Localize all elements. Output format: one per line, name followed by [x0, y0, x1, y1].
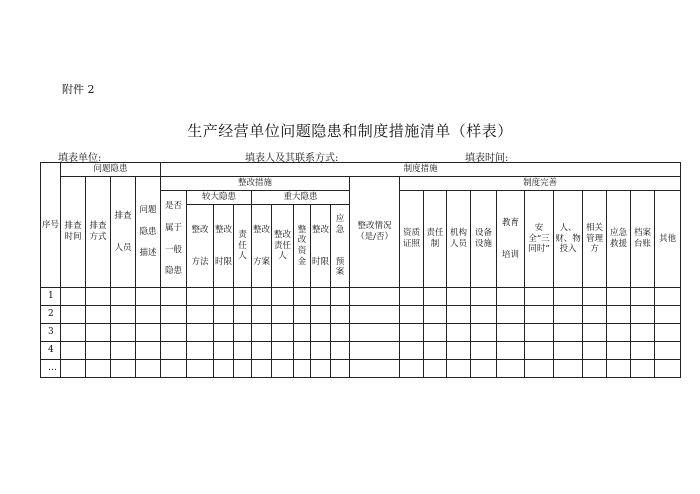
table-cell[interactable] — [525, 360, 554, 378]
table-cell[interactable] — [424, 288, 447, 306]
col-rectify-plan: 整改 方案 — [252, 205, 272, 288]
table-row — [41, 324, 681, 342]
table-cell[interactable] — [294, 306, 311, 324]
table-cell[interactable] — [311, 306, 331, 324]
table-cell[interactable] — [655, 342, 681, 360]
fill-time-label: 填表时间: — [465, 153, 509, 164]
col-third-party: 相关管理方 — [583, 191, 607, 288]
table-cell[interactable] — [424, 306, 447, 324]
table-cell[interactable] — [350, 306, 400, 324]
table-cell[interactable] — [61, 360, 86, 378]
table-cell[interactable] — [554, 306, 583, 324]
table-cell[interactable] — [111, 342, 136, 360]
fill-person-label: 填表人及其联系方式: — [245, 153, 339, 164]
table-cell[interactable] — [61, 342, 86, 360]
table-cell[interactable] — [554, 288, 583, 306]
col-emergency-rescue: 应急救援 — [607, 191, 631, 288]
checklist-table — [40, 162, 681, 378]
table-cell[interactable] — [631, 288, 655, 306]
table-cell[interactable] — [631, 324, 655, 342]
table-cell[interactable] — [497, 288, 525, 306]
table-cell[interactable] — [554, 324, 583, 342]
table-cell[interactable] — [86, 324, 111, 342]
table-cell[interactable] — [350, 360, 400, 378]
table-cell[interactable] — [607, 288, 631, 306]
row-number: 2 — [41, 306, 61, 324]
table-cell[interactable] — [187, 288, 214, 306]
table-cell[interactable] — [583, 324, 607, 342]
table-cell[interactable] — [252, 360, 272, 378]
table-cell[interactable] — [655, 360, 681, 378]
col-equipment: 设备设施 — [471, 191, 497, 288]
col-check-time: 排查时间 — [61, 177, 86, 288]
table-cell[interactable] — [86, 342, 111, 360]
table-cell[interactable] — [252, 288, 272, 306]
row-number: 3 — [41, 324, 61, 342]
table-cell[interactable] — [424, 342, 447, 360]
serious-hazard-header: 重大隐患 — [252, 191, 350, 205]
col-investment: 人、财、物投入 — [554, 191, 583, 288]
table-cell[interactable] — [607, 342, 631, 360]
table-cell[interactable] — [447, 342, 471, 360]
major-hazard-header: 较大隐患 — [187, 191, 252, 205]
table-cell[interactable] — [234, 288, 252, 306]
table-cell[interactable] — [86, 306, 111, 324]
rectify-group-header: 整改措施 — [161, 177, 350, 191]
col-seq: 序号 — [41, 163, 61, 288]
table-cell[interactable] — [525, 288, 554, 306]
table-cell[interactable] — [607, 360, 631, 378]
col-rectify-status: 整改情况 （是/否） — [350, 177, 400, 288]
col-other: 其他 — [655, 191, 681, 288]
col-emergency-plan: 应急 预案 — [331, 205, 350, 288]
col-archive: 档案台账 — [631, 191, 655, 288]
table-cell[interactable] — [331, 288, 350, 306]
col-owner: 责任人 — [234, 205, 252, 288]
table-cell[interactable] — [607, 324, 631, 342]
table-cell[interactable] — [497, 342, 525, 360]
table-cell[interactable] — [655, 306, 681, 324]
table-cell[interactable] — [187, 306, 214, 324]
col-check-method: 排查方式 — [86, 177, 111, 288]
table-cell[interactable] — [111, 360, 136, 378]
table-cell[interactable] — [214, 342, 234, 360]
table-cell[interactable] — [655, 324, 681, 342]
table-cell[interactable] — [497, 306, 525, 324]
table-cell[interactable] — [234, 306, 252, 324]
table-cell[interactable] — [447, 306, 471, 324]
table-cell[interactable] — [136, 324, 161, 342]
table-cell[interactable] — [655, 288, 681, 306]
table-cell[interactable] — [214, 324, 234, 342]
table-cell[interactable] — [447, 288, 471, 306]
table-cell[interactable] — [136, 306, 161, 324]
table-cell[interactable] — [447, 360, 471, 378]
table-cell[interactable] — [400, 342, 424, 360]
table-cell[interactable] — [187, 324, 214, 342]
table-cell[interactable] — [350, 288, 400, 306]
col-is-general: 是否 属于 一般 隐患 — [161, 191, 187, 288]
table-cell[interactable] — [136, 360, 161, 378]
table-cell[interactable] — [331, 324, 350, 342]
table-cell[interactable] — [424, 324, 447, 342]
table-cell[interactable] — [631, 306, 655, 324]
table-cell[interactable] — [607, 306, 631, 324]
table-cell[interactable] — [471, 360, 497, 378]
table-cell[interactable] — [311, 324, 331, 342]
table-cell[interactable] — [214, 306, 234, 324]
col-safety-three: 安全“三同时” — [525, 191, 554, 288]
document-title: 生产经营单位问题隐患和制度措施清单（样表） — [187, 122, 513, 140]
table-row — [41, 288, 681, 306]
table-cell[interactable] — [471, 306, 497, 324]
table-cell[interactable] — [252, 306, 272, 324]
col-responsibility: 责任制 — [424, 191, 447, 288]
fill-unit-label: 填表单位: — [58, 153, 102, 164]
table-row — [41, 342, 681, 360]
table-cell[interactable] — [331, 342, 350, 360]
problem-group-header: 问题隐患 — [61, 163, 161, 177]
table-cell[interactable] — [471, 342, 497, 360]
table-cell[interactable] — [631, 360, 655, 378]
table-cell[interactable] — [61, 324, 86, 342]
table-cell[interactable] — [497, 324, 525, 342]
table-cell[interactable] — [252, 324, 272, 342]
table-cell[interactable] — [136, 288, 161, 306]
table-cell[interactable] — [86, 288, 111, 306]
measures-group-header: 制度措施 — [161, 163, 681, 177]
table-cell[interactable] — [272, 342, 294, 360]
col-rectify-fund: 整改资金 — [294, 205, 311, 288]
col-staff: 机构人员 — [447, 191, 471, 288]
row-number: 4 — [41, 342, 61, 360]
table-cell[interactable] — [583, 342, 607, 360]
table-cell[interactable] — [311, 342, 331, 360]
table-cell[interactable] — [61, 306, 86, 324]
table-cell[interactable] — [331, 360, 350, 378]
table-cell[interactable] — [400, 360, 424, 378]
table-cell[interactable] — [234, 324, 252, 342]
table-cell[interactable] — [111, 324, 136, 342]
table-cell[interactable] — [161, 324, 187, 342]
table-cell[interactable] — [400, 288, 424, 306]
table-cell[interactable] — [272, 324, 294, 342]
table-cell[interactable] — [272, 306, 294, 324]
table-cell[interactable] — [525, 306, 554, 324]
col-rectify-method: 整改 方法 — [187, 205, 214, 288]
table-cell[interactable] — [161, 288, 187, 306]
row-number: … — [41, 360, 61, 378]
table-cell[interactable] — [272, 360, 294, 378]
table-cell[interactable] — [161, 342, 187, 360]
table-cell[interactable] — [214, 360, 234, 378]
table-cell[interactable] — [583, 360, 607, 378]
system-group-header: 制度完善 — [400, 177, 681, 191]
table-cell[interactable] — [136, 342, 161, 360]
table-row — [41, 306, 681, 324]
table-cell[interactable] — [424, 360, 447, 378]
table-cell[interactable] — [400, 306, 424, 324]
table-cell[interactable] — [234, 360, 252, 378]
table-cell[interactable] — [187, 360, 214, 378]
table-cell[interactable] — [350, 342, 400, 360]
col-major-deadline: 整改 时限 — [311, 205, 331, 288]
table-cell[interactable] — [234, 342, 252, 360]
table-cell[interactable] — [161, 360, 187, 378]
col-check-person: 排查 人员 — [111, 177, 136, 288]
table-cell[interactable] — [497, 360, 525, 378]
table-cell[interactable] — [61, 288, 86, 306]
table-cell[interactable] — [400, 324, 424, 342]
table-cell[interactable] — [554, 342, 583, 360]
table-cell[interactable] — [294, 360, 311, 378]
table-cell[interactable] — [350, 324, 400, 342]
table-cell[interactable] — [311, 288, 331, 306]
attachment-label: 附件 2 — [62, 83, 95, 96]
table-cell[interactable] — [272, 288, 294, 306]
table-cell[interactable] — [447, 324, 471, 342]
table-cell[interactable] — [86, 360, 111, 378]
table-cell[interactable] — [331, 306, 350, 324]
table-cell[interactable] — [294, 324, 311, 342]
table-cell[interactable] — [525, 342, 554, 360]
col-rectify-deadline: 整改 时限 — [214, 205, 234, 288]
table-cell[interactable] — [525, 324, 554, 342]
table-cell[interactable] — [554, 360, 583, 378]
table-cell[interactable] — [583, 288, 607, 306]
table-cell[interactable] — [294, 342, 311, 360]
table-cell[interactable] — [214, 288, 234, 306]
table-cell[interactable] — [252, 342, 272, 360]
col-education: 教育 培训 — [497, 191, 525, 288]
table-cell[interactable] — [631, 342, 655, 360]
col-qualification: 资质证照 — [400, 191, 424, 288]
table-cell[interactable] — [111, 306, 136, 324]
table-cell[interactable] — [294, 288, 311, 306]
table-row — [41, 360, 681, 378]
table-cell[interactable] — [311, 360, 331, 378]
col-rectify-owner: 整改责任人 — [272, 205, 294, 288]
table-cell[interactable] — [471, 288, 497, 306]
row-number: 1 — [41, 288, 61, 306]
table-cell[interactable] — [161, 306, 187, 324]
table-cell[interactable] — [583, 306, 607, 324]
table-cell[interactable] — [111, 288, 136, 306]
table-cell[interactable] — [187, 342, 214, 360]
table-cell[interactable] — [471, 324, 497, 342]
col-problem-desc: 问题 隐患 描述 — [136, 177, 161, 288]
